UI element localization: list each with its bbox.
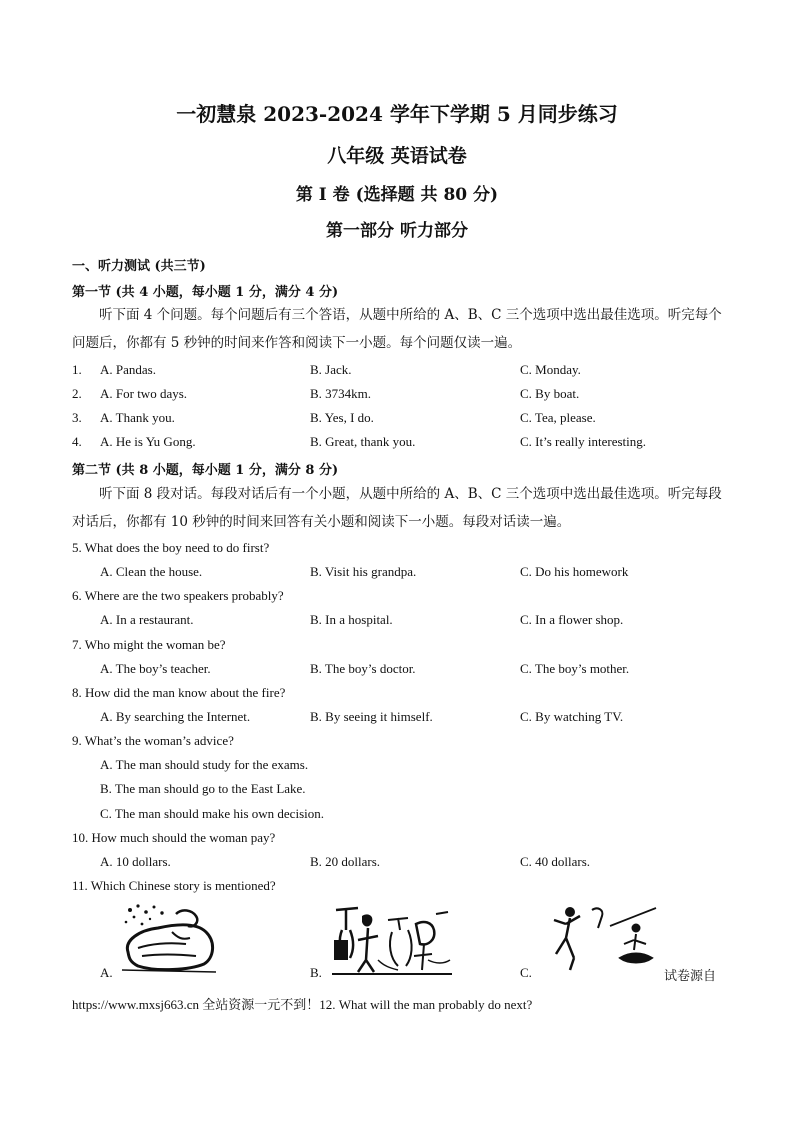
option-c: C. In a flower shop. xyxy=(520,612,624,627)
option-c: C. Tea, please. xyxy=(520,410,596,425)
item-number: 3. xyxy=(72,410,82,425)
exam-title: 一初慧泉 2023-2024 学年下学期 5 月同步练习 xyxy=(176,102,618,126)
option-a: A. The boy’s teacher. xyxy=(100,661,211,676)
option-b: B. xyxy=(310,965,322,980)
option-c: C. It’s really interesting. xyxy=(520,434,647,449)
option-a: A. He is Yu Gong. xyxy=(100,434,196,449)
option-b: B. Yes, I do. xyxy=(310,410,374,425)
question-text: 11. Which Chinese story is mentioned? xyxy=(72,878,276,893)
question-text: 5. What does the boy need to do first? xyxy=(72,540,270,555)
part1-heading: 第一节 (共 4 小题，每小题 1 分，满分 4 分) xyxy=(72,285,339,300)
part2-heading: 第二节 (共 8 小题，每小题 1 分，满分 8 分) xyxy=(72,463,339,478)
footer-line: https://www.mxsj663.cn 全站资源一元不到！12. What will the man probably do next? xyxy=(72,997,533,1012)
option-b: B. Visit his grandpa. xyxy=(310,564,417,579)
option-b: B. By seeing it himself. xyxy=(310,709,433,724)
part2-instructions: 听下面 8 段对话。每段对话后有一个小题，从题中所给的 A、B、C 三个选项中选出最佳选项。听完每段对话后，你都有 10 秒钟的时间来回答有关小题和阅读下一小题。每段对话读一遍。 xyxy=(72,486,722,530)
section-heading: 一、听力测试 (共三节) xyxy=(72,259,206,274)
question-text: 7. Who might the woman be? xyxy=(72,637,226,652)
option-b: B. Great, thank you. xyxy=(310,434,416,449)
exam-subtitle: 八年级 英语试卷 xyxy=(327,145,467,167)
part1-instructions: 听下面 4 个问题。每个问题后有三个答语，从题中所给的 A、B、C 三个选项中选出最佳选项。听完每个问题后，你都有 5 秒钟的时间来作答和阅读下一小题。每个问题仅读一遍。 xyxy=(72,307,722,351)
footer-text: 试卷源自 xyxy=(664,968,717,983)
option-a: A. For two days. xyxy=(100,386,188,401)
story-picture-c xyxy=(540,900,662,978)
option-a: A. Thank you. xyxy=(100,410,175,425)
question-text: 6. Where are the two speakers probably? xyxy=(72,588,284,603)
item-number: 1. xyxy=(72,362,82,377)
option-a: A. Clean the house. xyxy=(100,564,203,579)
option-c: C. xyxy=(520,965,532,980)
option-a: A. The man should study for the exams. xyxy=(100,757,309,772)
option-c: C. Monday. xyxy=(520,362,581,377)
option-a: A. 10 dollars. xyxy=(100,854,171,869)
volume-title: 第 I 卷 (选择题 共 80 分) xyxy=(295,185,499,205)
option-a: A. By searching the Internet. xyxy=(100,709,251,724)
option-b: B. 3734km. xyxy=(310,386,372,401)
option-c: C. The boy’s mother. xyxy=(520,661,630,676)
item-number: 4. xyxy=(72,434,82,449)
option-c: C. The man should make his own decision. xyxy=(100,806,324,821)
item-number: 2. xyxy=(72,386,82,401)
option-c: C. Do his homework xyxy=(520,564,629,579)
story-picture-b xyxy=(328,900,456,978)
question-text: 10. How much should the woman pay? xyxy=(72,830,276,845)
story-picture-a xyxy=(116,900,224,978)
option-b: B. The boy’s doctor. xyxy=(310,661,416,676)
option-b: B. Jack. xyxy=(310,362,352,377)
option-b: B. The man should go to the East Lake. xyxy=(100,781,306,796)
option-b: B. In a hospital. xyxy=(310,612,393,627)
question-text: 8. How did the man know about the fire? xyxy=(72,685,286,700)
option-a: A. xyxy=(100,965,113,980)
option-c: C. 40 dollars. xyxy=(520,854,591,869)
option-c: C. By watching TV. xyxy=(520,709,624,724)
question-text: 9. What’s the woman’s advice? xyxy=(72,733,234,748)
option-a: A. In a restaurant. xyxy=(100,612,194,627)
option-c: C. By boat. xyxy=(520,386,580,401)
part-title: 第一部分 听力部分 xyxy=(326,221,468,241)
option-a: A. Pandas. xyxy=(100,362,156,377)
option-b: B. 20 dollars. xyxy=(310,854,381,869)
